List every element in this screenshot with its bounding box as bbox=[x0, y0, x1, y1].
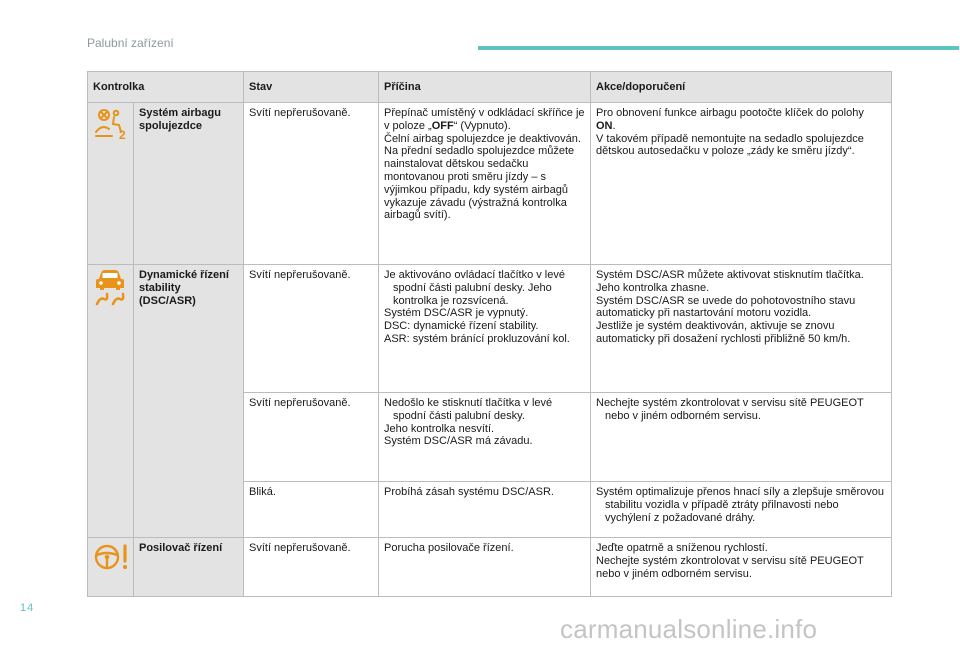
action-text: Pro obnovení funkce airbagu pootočte klíček do polohy bbox=[596, 107, 864, 119]
row-state: Svítí nepřerušovaně. bbox=[244, 265, 379, 393]
header-akce: Akce/doporučení bbox=[591, 72, 892, 103]
row-action bbox=[591, 482, 892, 538]
row-cause bbox=[379, 265, 591, 393]
watermark: carmanualsonline.info bbox=[560, 614, 818, 644]
action-text: . bbox=[612, 119, 616, 132]
row-cause: Porucha posilovače řízení. bbox=[379, 538, 591, 597]
action-text: Jeďte opatrně a sníženou rychlostí. bbox=[596, 542, 768, 554]
row-action bbox=[591, 265, 892, 393]
action-text: Systém optimalizuje přenos hnací síly a zlepšuje směrovou stabilitu vozidla v případě ztráty přilnavosti nebo vychýlení z požadované dráhy. bbox=[596, 486, 884, 524]
icon-cell bbox=[88, 103, 134, 265]
cause-text: DSC: dynamické řízení stability. bbox=[384, 320, 539, 333]
cause-off-label: OFF bbox=[431, 119, 454, 132]
cause-text: ASR: systém bránící prokluzování kol. bbox=[384, 332, 570, 345]
cause-text: Čelní airbag spolujezdce je deaktivován. bbox=[384, 132, 581, 145]
cause-text: Nedošlo ke stisknutí tlačítka v levé spodní části palubní desky. bbox=[384, 397, 553, 422]
svg-text:2: 2 bbox=[119, 128, 126, 141]
cause-text: Na přední sedadlo spolujezdce můžete nainstalovat dětskou sedačku montovanou proti směru jízdy – s výjimkou případu, kdy systém airbagů vykazuje závadu (výstražná kontrolka airbagů svítí). bbox=[384, 145, 575, 222]
cause-text: Přepínač umístěný v odkládací skříňce je v poloze „ bbox=[384, 107, 585, 132]
action-text: Jestliže je systém deaktivován, aktivuje se znovu automaticky při dosažení rychlosti přibližně 50 km/h. bbox=[596, 320, 851, 345]
cause-text: Je aktivováno ovládací tlačítko v levé spodní části palubní desky. Jeho kontrolka je rozsvícená. bbox=[384, 269, 565, 307]
action-on-label: ON bbox=[596, 119, 613, 132]
page-number: 14 bbox=[20, 602, 35, 614]
row-name: Systém airbagu spolujezdce bbox=[134, 103, 244, 265]
icon-cell bbox=[88, 265, 134, 538]
header-pricina: Příčina bbox=[379, 72, 591, 103]
dsc-asr-icon bbox=[93, 269, 127, 307]
row-cause: Probíhá zásah systému DSC/ASR. bbox=[379, 482, 591, 538]
table-row bbox=[88, 538, 892, 597]
power-steering-warning-icon bbox=[93, 542, 131, 572]
row-name: Dynamické řízení stability (DSC/ASR) bbox=[134, 265, 244, 538]
row-name: Posilovač řízení bbox=[134, 538, 244, 597]
cause-text: Systém DSC/ASR je vypnutý. bbox=[384, 307, 529, 320]
row-state: Svítí nepřerušovaně. bbox=[244, 393, 379, 482]
table-header-row bbox=[88, 72, 892, 103]
warning-lights-table bbox=[87, 71, 892, 597]
header-accent-bar bbox=[478, 46, 959, 50]
row-action bbox=[591, 538, 892, 597]
table-row bbox=[88, 103, 892, 265]
action-text: Nechejte systém zkontrolovat v servisu sítě PEUGEOT nebo v jiném odborném servisu. bbox=[596, 397, 864, 422]
airbag-off-passenger-icon bbox=[93, 107, 129, 141]
cause-text: “ (Vypnuto). bbox=[453, 119, 511, 132]
cause-text: Systém DSC/ASR má závadu. bbox=[384, 435, 533, 448]
action-text: Systém DSC/ASR můžete aktivovat stisknutím tlačítka. Jeho kontrolka zhasne. bbox=[596, 269, 864, 294]
action-text: Systém DSC/ASR se uvede do pohotovostního stavu automaticky při nastartování motoru vozidla. bbox=[596, 294, 856, 320]
action-text: V takovém případě nemontujte na sedadlo spolujezdce dětskou autosedačku v poloze „zády ke směru jízdy“. bbox=[596, 132, 864, 158]
cause-text: Jeho kontrolka nesvítí. bbox=[384, 422, 495, 435]
row-action bbox=[591, 393, 892, 482]
row-state: Svítí nepřerušovaně. bbox=[244, 103, 379, 265]
table-row bbox=[88, 265, 892, 393]
header-kontrolka: Kontrolka bbox=[88, 72, 244, 103]
page-header-title: Palubní zařízení bbox=[87, 36, 174, 50]
icon-cell bbox=[88, 538, 134, 597]
action-text: Nechejte systém zkontrolovat v servisu sítě PEUGEOT nebo v jiném odborném servisu. bbox=[596, 554, 864, 580]
row-state: Bliká. bbox=[244, 482, 379, 538]
row-action bbox=[591, 103, 892, 265]
row-state: Svítí nepřerušovaně. bbox=[244, 538, 379, 597]
row-cause bbox=[379, 103, 591, 265]
row-cause bbox=[379, 393, 591, 482]
header-stav: Stav bbox=[244, 72, 379, 103]
